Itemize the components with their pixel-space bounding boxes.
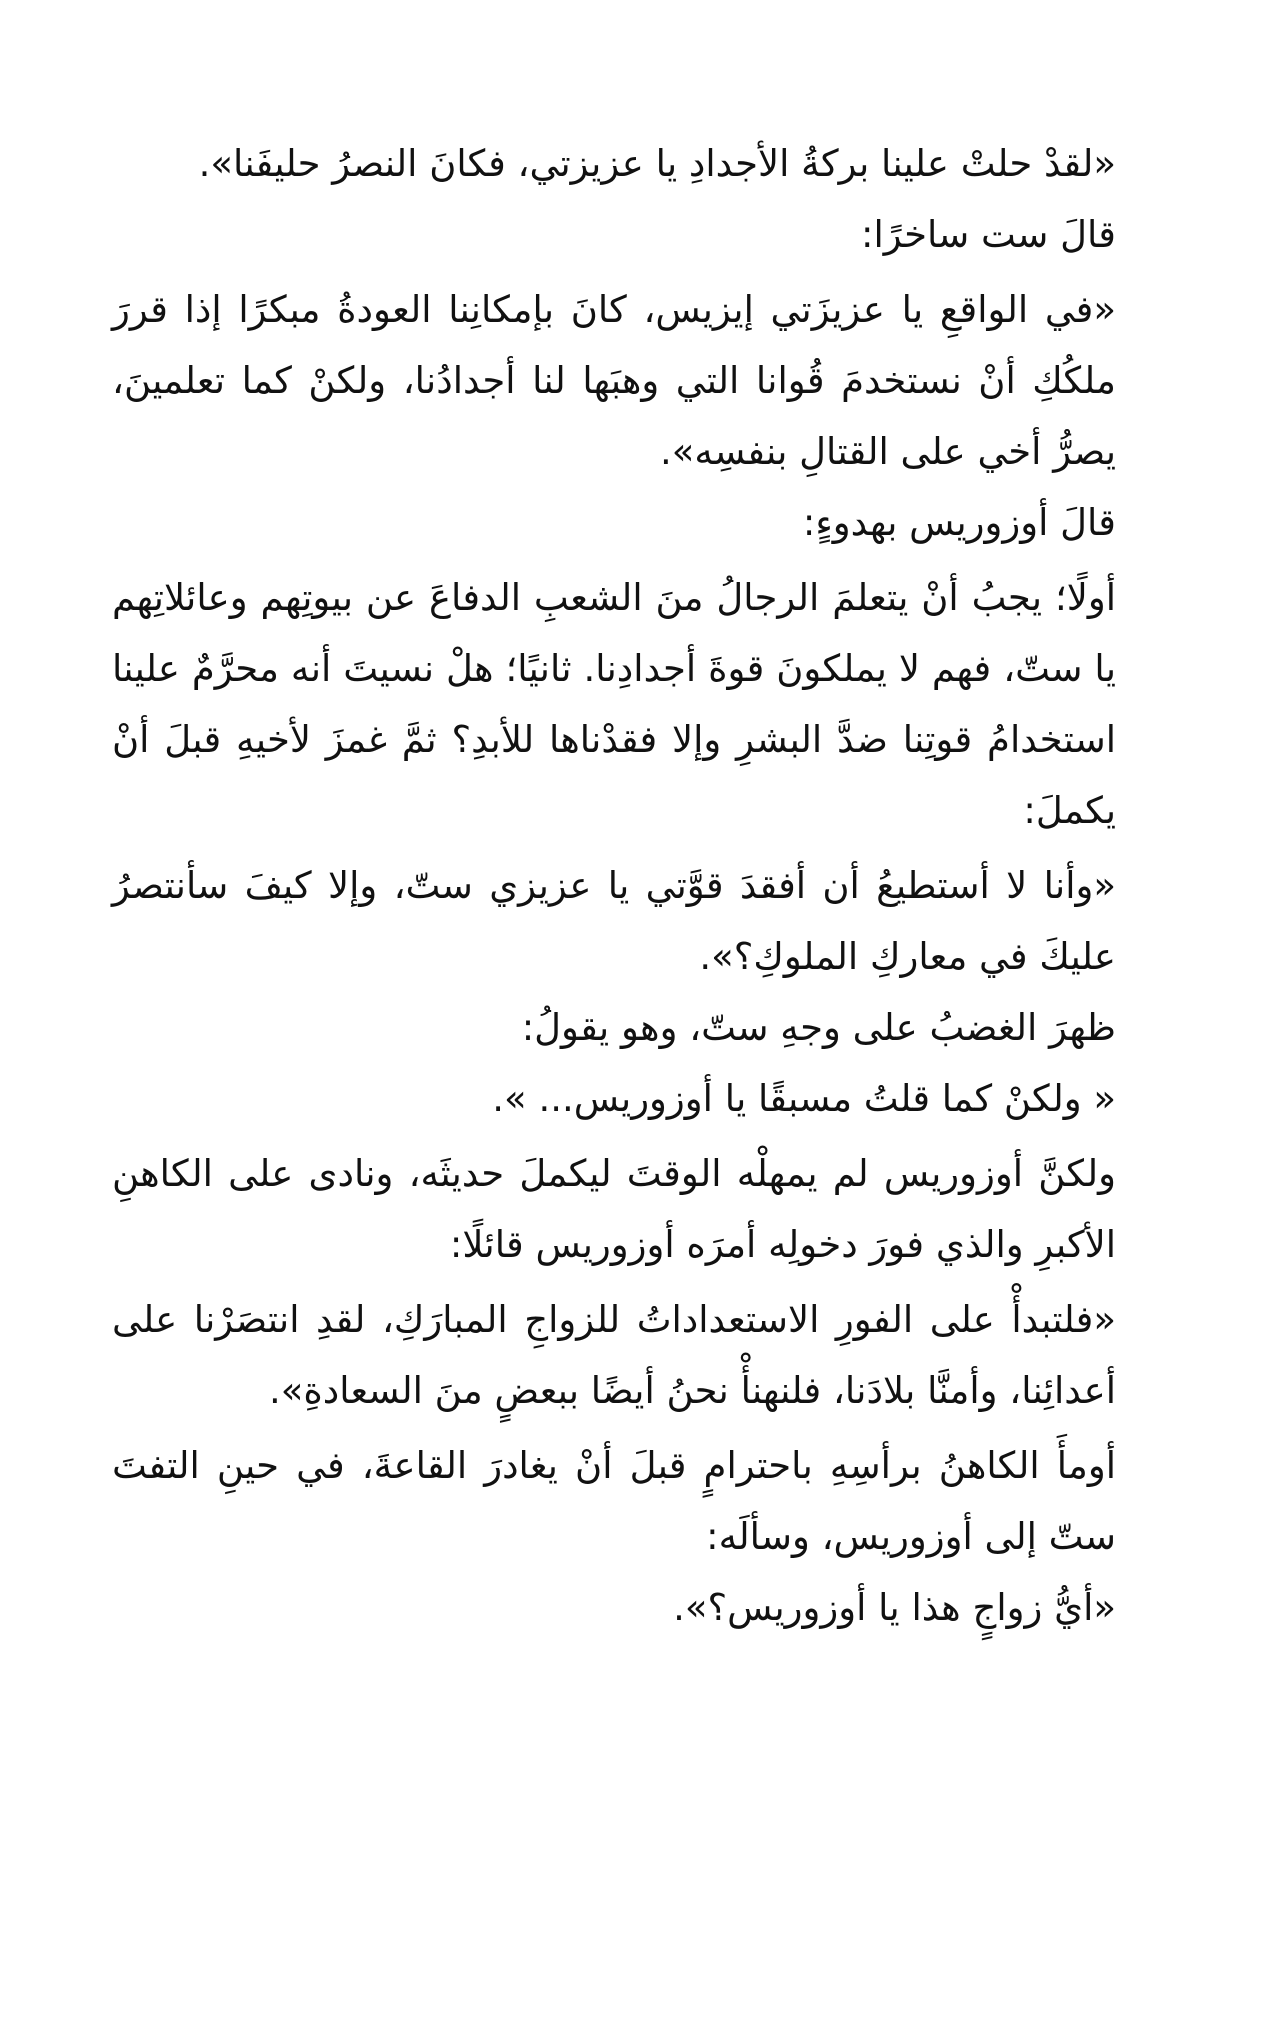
paragraph-5: أولًا؛ يجبُ أنْ يتعلمَ الرجالُ منَ الشعبِ الدفاعَ عن بيوتِهم وعائلاتِهم يا ستّ، فهم لا يملكونَ قوةَ أجدادِنا. ثانيًا؛ هلْ نسيتَ أنه محرَّمٌ علينا استخدامُ قوتِنا ضدَّ البشرِ وإلا فقدْناها للأبدِ؟ ثمَّ غمزَ لأخيهِ قبلَ أنْ يكملَ: <box>112 576 1116 832</box>
paragraph-11: أومأَ الكاهنُ برأسِهِ باحترامٍ قبلَ أنْ يغادرَ القاعةَ، في حينِ التفتَ ستّ إلى أوزوريس، وسألَه: <box>112 1444 1116 1558</box>
paragraph-6: «وأنا لا أستطيعُ أن أفقدَ قوَّتي يا عزيزي ستّ، وإلا كيفَ سأنتصرُ عليكَ في معاركِ الملوكِ؟». <box>112 864 1116 978</box>
paragraph-7: ظهرَ الغضبُ على وجهِ ستّ، وهو يقولُ: <box>521 1006 1116 1049</box>
paragraph-8: « ولكنْ كما قلتُ مسبقًا يا أوزوريس... ». <box>492 1077 1116 1120</box>
paragraph-2: قالَ ست ساخرًا: <box>860 213 1116 256</box>
paragraph-4: قالَ أوزوريس بهدوءٍ: <box>802 501 1116 544</box>
paragraph-9: ولكنَّ أوزوريس لم يمهلْه الوقتَ ليكملَ حديثَه، ونادى على الكاهنِ الأكبرِ والذي فورَ دخولِه أمرَه أوزوريس قائلًا: <box>112 1152 1116 1266</box>
book-page <box>112 128 1168 1643</box>
paragraph-10: «فلتبدأْ على الفورِ الاستعداداتُ للزواجِ المبارَكِ، لقدِ انتصَرْنا على أعدائِنا، وأمنَّا بلادَنا، فلنهنأْ نحنُ أيضًا ببعضٍ منَ السعادةِ». <box>112 1298 1116 1412</box>
paragraph-1: «لقدْ حلتْ علينا بركةُ الأجدادِ يا عزيزتي، فكانَ النصرُ حليفَنا». <box>198 142 1116 185</box>
paragraph-3: «في الواقعِ يا عزيزَتي إيزيس، كانَ بإمكانِنا العودةُ مبكرًا إذا قررَ ملكُكِ أنْ نستخدمَ قُوانا التي وهبَها لنا أجدادُنا، ولكنْ كما تعلمينَ، يصرُّ أخي على القتالِ بنفسِه». <box>112 288 1116 473</box>
paragraph-12: «أيُّ زواجٍ هذا يا أوزوريس؟». <box>673 1586 1116 1629</box>
